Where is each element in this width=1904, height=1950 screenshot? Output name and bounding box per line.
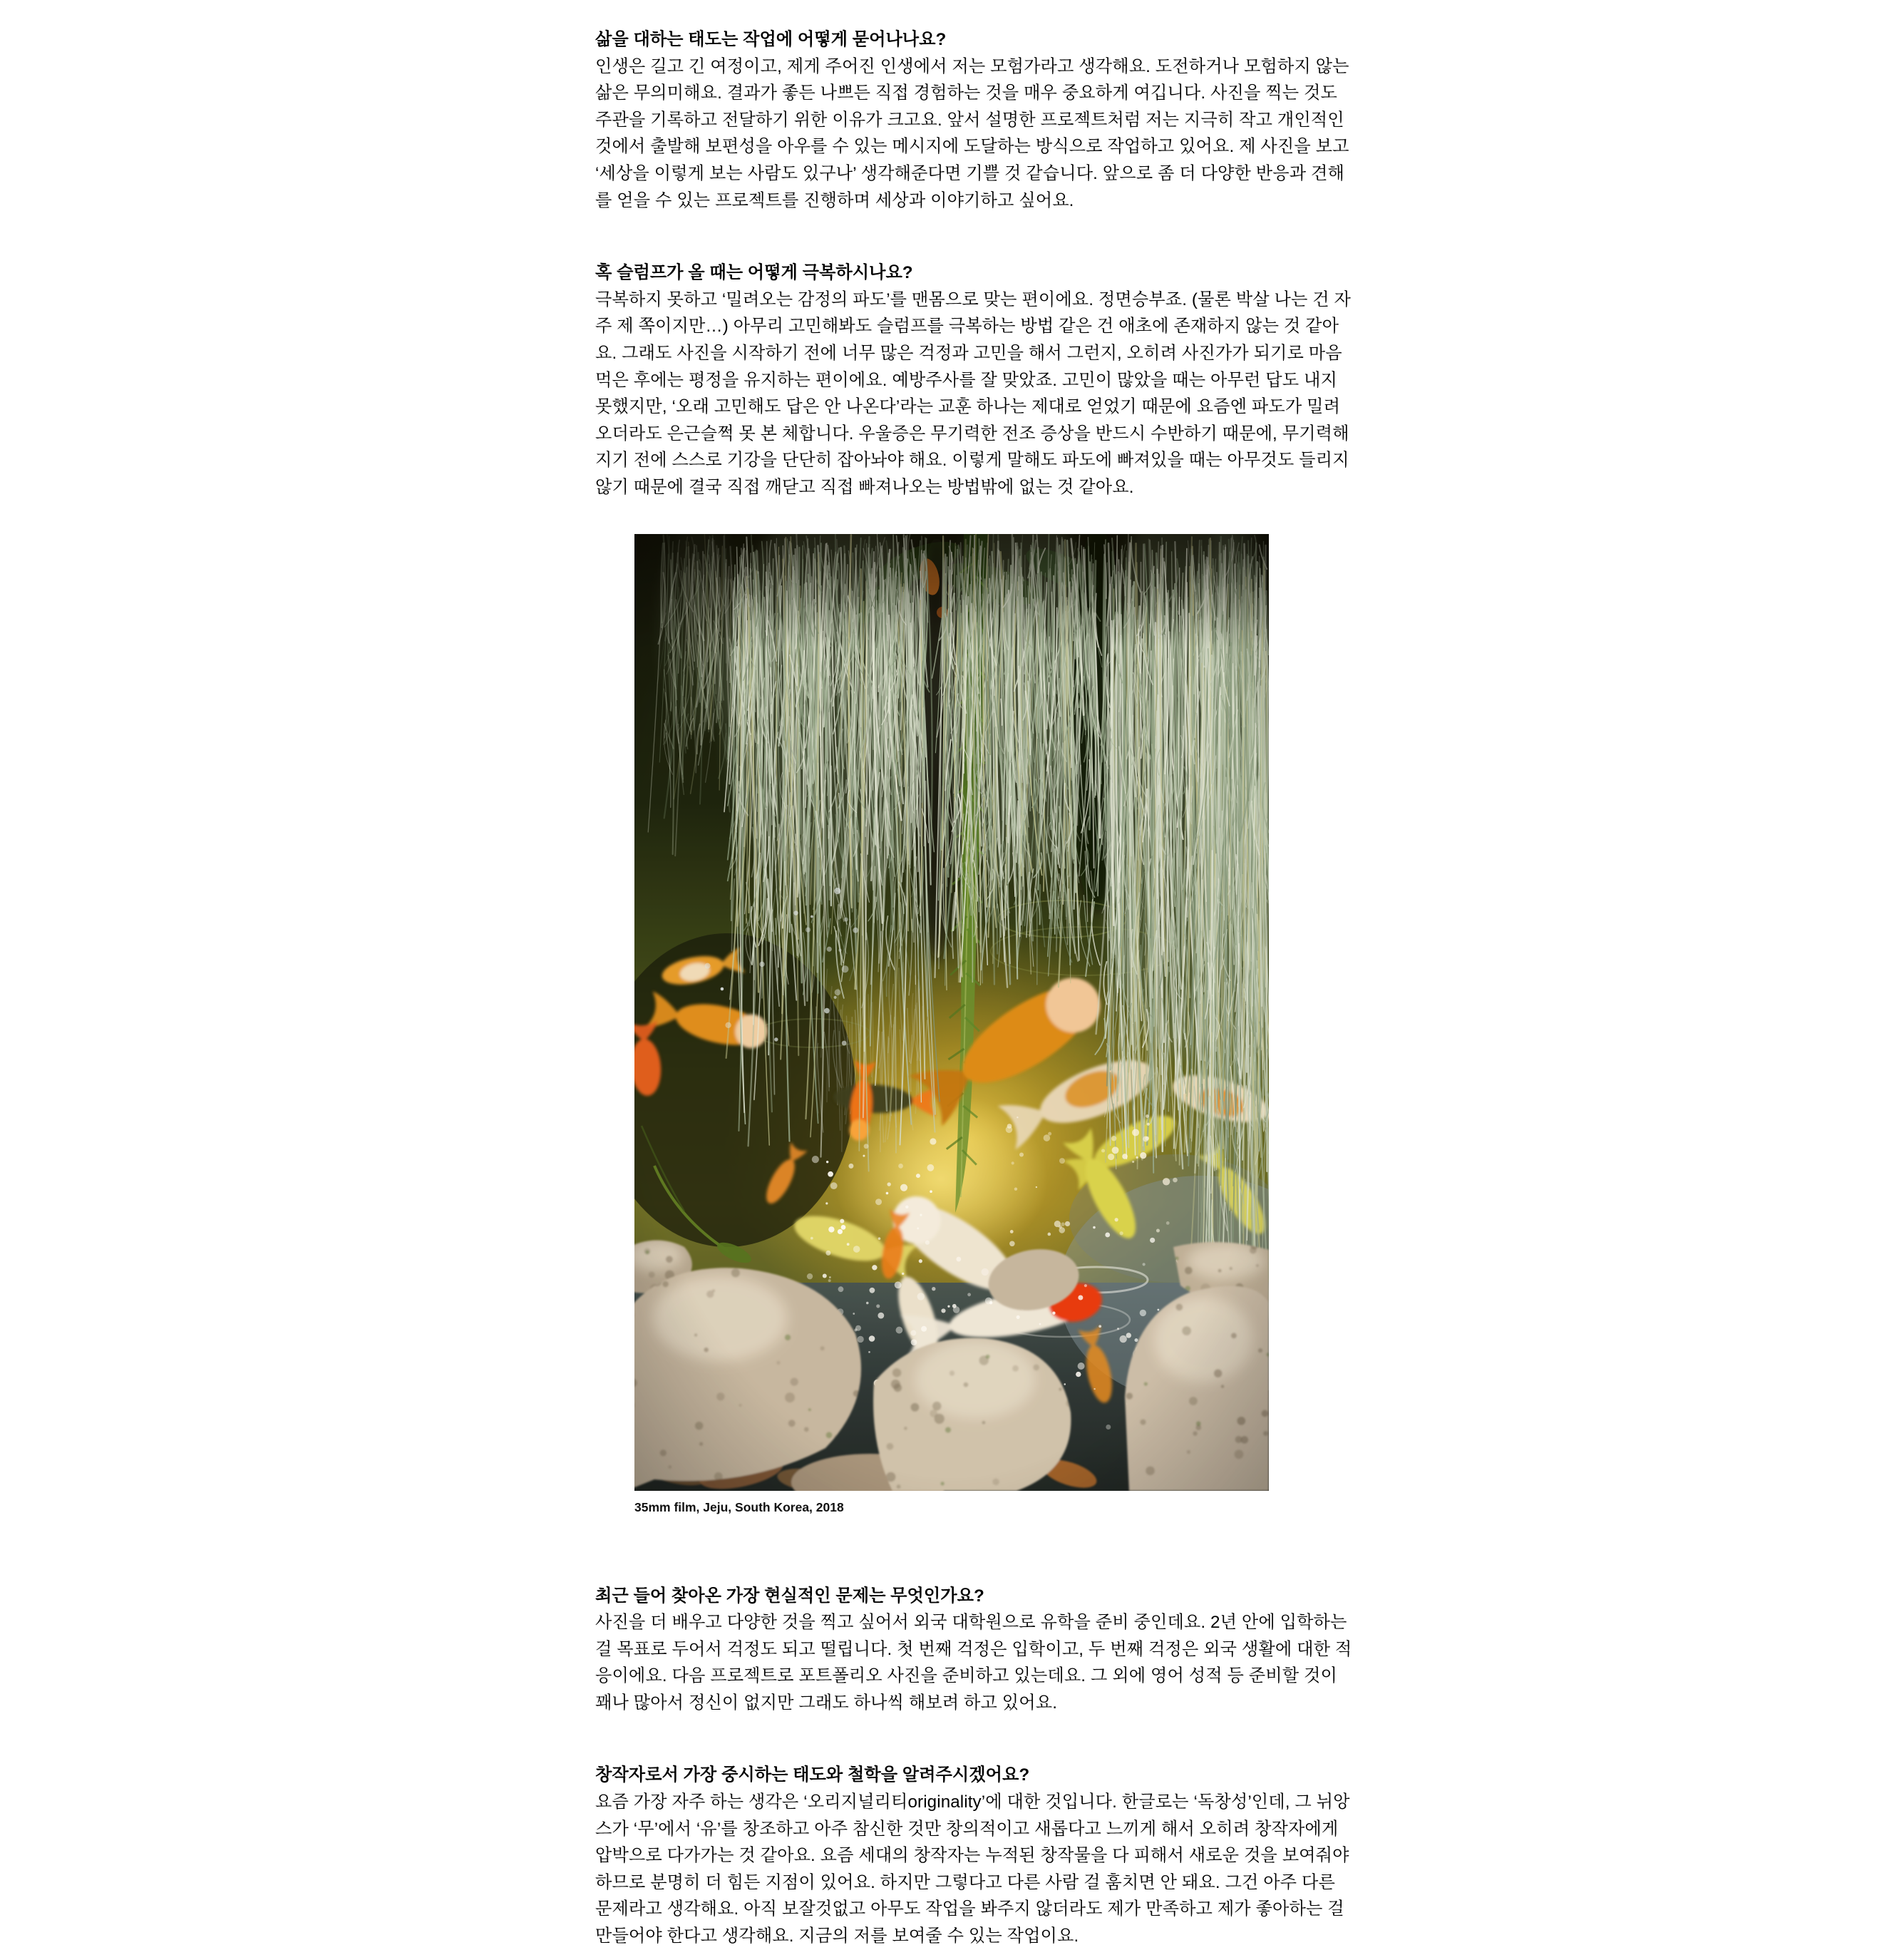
question-2: 혹 슬럼프가 올 때는 어떻게 극복하시나요? (595, 260, 1357, 287)
qa-section-4 (595, 1762, 1357, 1949)
qa-section-1 (595, 26, 1357, 214)
answer-4: 요즘 가장 자주 하는 생각은 ‘오리지널리티originality’에 대한 것입니다. 한글로는 ‘독창성’인데, 그 뉘앙스가 ‘무’에서 ‘유’를 창조하고 아주 참신한 것만 창의적이고 새롭다고 느끼게 해서 오히려 창작자에게 압박으로 다가가는 것 같아요. 요즘 세대의 창작자는 누적된 창작물을 다 피해서 새로운 것을 보여줘야 하므로 분명히 더 힘든 지점이 있어요. 하지만 그렇다고 다른 사람 걸 훔치면 안 돼요. 그건 아주 다른 문제라고 생각해요. 아직 보잘것없고 아무도 작업을 봐주지 않더라도 제가 만족하고 제가 좋아하는 걸 만들어야 한다고 생각해요. 지금의 저를 보여줄 수 있는 작업이요. (595, 1789, 1357, 1950)
answer-3: 사진을 더 배우고 다양한 것을 찍고 싶어서 외국 대학원으로 유학을 준비 중인데요. 2년 안에 입학하는 걸 목표로 두어서 걱정도 되고 떨립니다. 첫 번째 걱정은 입학이고, 두 번째 걱정은 외국 생활에 대한 적응이에요. 다음 프로젝트로 포트폴리오 사진을 준비하고 있는데요. 그 외에 영어 성적 등 준비할 것이 꽤나 많아서 정신이 없지만 그래도 하나씩 해보려 하고 있어요. (595, 1609, 1357, 1716)
koi-pond-photo (634, 534, 1269, 1491)
question-1: 삶을 대하는 태도는 작업에 어떻게 묻어나나요? (595, 26, 1357, 53)
question-4: 창작자로서 가장 중시하는 태도와 철학을 알려주시겠어요? (595, 1762, 1357, 1789)
question-3: 최근 들어 찾아온 가장 현실적인 문제는 무엇인가요? (595, 1583, 1357, 1610)
qa-section-2 (595, 260, 1357, 501)
photo-figure (634, 534, 1357, 1515)
answer-1: 인생은 길고 긴 여정이고, 제게 주어진 인생에서 저는 모험가라고 생각해요. 도전하거나 모험하지 않는 삶은 무의미해요. 결과가 좋든 나쁘든 직접 경험하는 것을 매우 중요하게 여깁니다. 사진을 찍는 것도 주관을 기록하고 전달하기 위한 이유가 크고요. 앞서 설명한 프로젝트처럼 저는 지극히 작고 개인적인 것에서 출발해 보편성을 아우를 수 있는 메시지에 도달하는 방식으로 작업하고 있어요. 제 사진을 보고 ‘세상을 이렇게 보는 사람도 있구나’ 생각해준다면 기쁠 것 같습니다. 앞으로 좀 더 다양한 반응과 견해를 얻을 수 있는 프로젝트를 진행하며 세상과 이야기하고 싶어요. (595, 53, 1357, 215)
interview-article (595, 0, 1357, 1950)
qa-section-3 (595, 1583, 1357, 1717)
answer-2: 극복하지 못하고 ‘밀려오는 감정의 파도’를 맨몸으로 맞는 편이에요. 정면승부죠. (물론 박살 나는 건 자주 제 쪽이지만…) 아무리 고민해봐도 슬럼프를 극복하는 방법 같은 건 애초에 존재하지 않는 것 같아요. 그래도 사진을 시작하기 전에 너무 많은 걱정과 고민을 해서 그런지, 오히려 사진가가 되기로 마음먹은 후에는 평정을 유지하는 편이에요. 예방주사를 잘 맞았죠. 고민이 많았을 때는 아무런 답도 내지 못했지만, ‘오래 고민해도 답은 안 나온다’라는 교훈 하나는 제대로 얻었기 때문에 요즘엔 파도가 밀려오더라도 은근슬쩍 못 본 체합니다. 우울증은 무기력한 전조 증상을 반드시 수반하기 때문에, 무기력해지기 전에 스스로 기강을 단단히 잡아놔야 해요. 이렇게 말해도 파도에 빠져있을 때는 아무것도 들리지 않기 때문에 결국 직접 깨닫고 직접 빠져나오는 방법밖에 없는 것 같아요. (595, 287, 1357, 501)
photo-caption: 35mm film, Jeju, South Korea, 2018 (634, 1500, 1357, 1515)
